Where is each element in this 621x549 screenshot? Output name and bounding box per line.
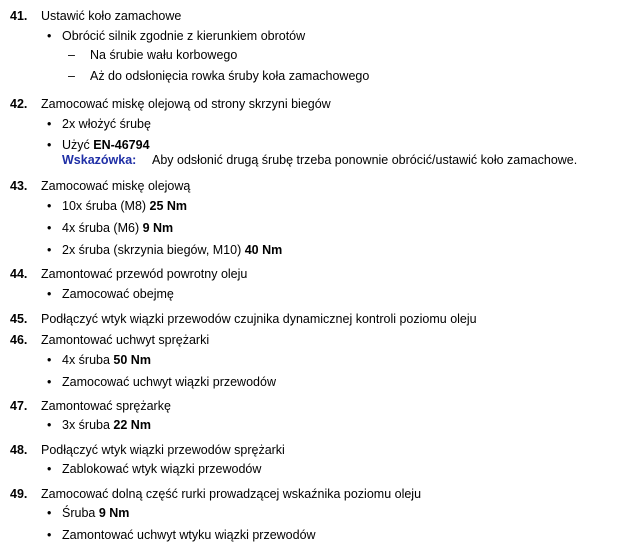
step-number: 43. — [10, 179, 28, 193]
step-title: Zamocować dolną część rurki prowadzącej wskaźnika poziomu oleju — [41, 487, 422, 501]
torque-value: 50 Nm — [113, 353, 151, 367]
step-number: 49. — [10, 487, 28, 501]
step-title: Zamontować uchwyt sprężarki — [41, 333, 210, 347]
step-title: Zamocować miskę olejową — [41, 179, 191, 193]
step-number: 41. — [10, 9, 28, 23]
step-number: 42. — [10, 97, 28, 111]
bullet-icon: • — [47, 418, 52, 432]
bullet-icon: • — [47, 287, 52, 301]
procedure-document: 41. Ustawić koło zamachowe • Obrócić silnik zgodnie z kierunkiem obrotów – Na śrubie wału korbowego – Aż do odsłonięcia rowka śruby koła zamachowego 42. Zamocować miskę olejową od strony skrzyni biegów • 2x włożyć śrubę • Użyć EN-46794 Wskazówka: Aby odsłonić drugą śrubę trzeba ponownie obrócić/ustawić koło zamachowe. 43. Zamocować miskę olejową • 10x śruba (M8) 25 Nm • 4x śruba (M6) 9 Nm • 2x śruba (skrzynia biegów, M10) 40 Nm 44. Zamontować przewód powrotny oleju • Zamocować obejmę 45. Podłączyć wtyk wiązki przewodów czujnika dynamicznej kontroli poziomu oleju 46. Zamontować uchwyt sprężarki • 4x śruba 50 Nm • Zamocować uchwyt wiązki przewodów 47. Zamontować sprężarkę • 3x śruba 22 Nm 48. Podłączyć wtyk wiązki przewodów sprężarki • Zablokować wtyk wiązki przewodów 49. Zamocować dolną część rurki prowadzącej wskaźnika poziomu oleju • Śruba 9 Nm • Zamontować uchwyt wtyku wiązki przewodów — [10, 9, 578, 542]
bullet-icon: • — [47, 528, 52, 542]
step-number: 47. — [10, 399, 28, 413]
tool-code: EN-46794 — [93, 138, 150, 152]
torque-value: 40 Nm — [244, 243, 283, 257]
dash-icon: – — [68, 69, 75, 83]
bullet-icon: • — [47, 221, 52, 235]
step-title: Podłączyć wtyk wiązki przewodów czujnika dynamicznej kontroli poziomu oleju — [41, 312, 477, 326]
step-title: Zamontować sprężarkę — [41, 399, 171, 413]
bullet-icon: • — [47, 138, 52, 152]
bullet-icon: • — [47, 353, 52, 367]
bullet-icon: • — [47, 199, 52, 213]
bullet-icon: • — [47, 506, 52, 520]
bullet-icon: • — [47, 243, 52, 257]
step-title: Zamontować przewód powrotny oleju — [41, 267, 248, 281]
step-title: Ustawić koło zamachowe — [41, 9, 182, 23]
dash-icon: – — [68, 48, 75, 62]
step-number: 44. — [10, 267, 28, 281]
torque-value: 22 Nm — [113, 418, 151, 432]
hint-label: Wskazówka: — [62, 153, 137, 167]
step-title: Zamocować miskę olejową od strony skrzyni biegów — [41, 97, 331, 111]
torque-value: 25 Nm — [149, 199, 188, 213]
step-number: 48. — [10, 443, 28, 457]
bullet-icon: • — [47, 462, 52, 476]
step-number: 45. — [10, 312, 28, 326]
torque-value: 9 Nm — [98, 506, 130, 520]
hint-text: Aby odsłonić drugą śrubę trzeba ponownie obrócić/ustawić koło zamachowe. — [152, 153, 578, 167]
bullet-icon: • — [47, 117, 52, 131]
step-number: 46. — [10, 333, 28, 347]
step-title: Podłączyć wtyk wiązki przewodów sprężarki — [41, 443, 285, 457]
torque-value: 9 Nm — [142, 221, 174, 235]
bullet-icon: • — [47, 29, 52, 43]
bullet-icon: • — [47, 375, 52, 389]
